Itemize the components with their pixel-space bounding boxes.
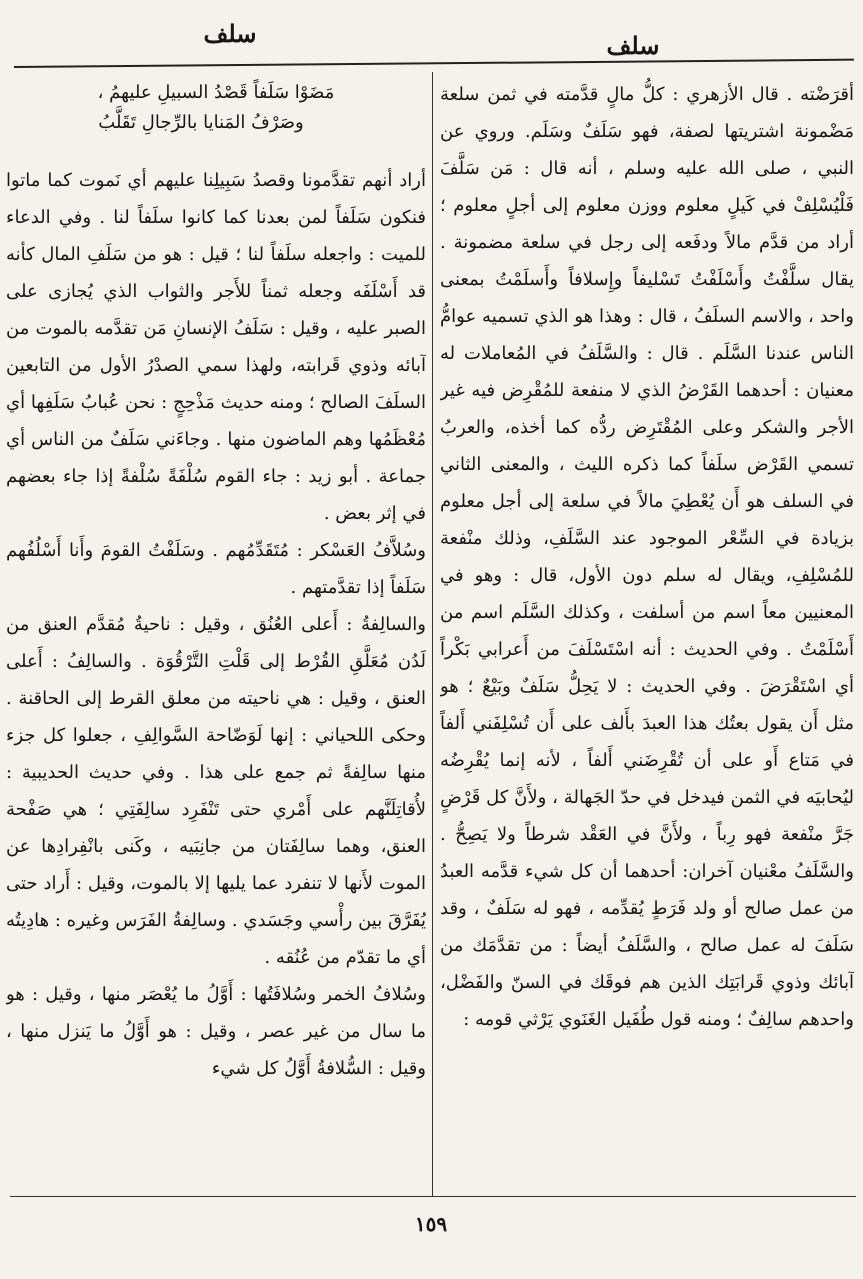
right-column: [440, 76, 854, 1192]
verse: [6, 78, 426, 138]
verse-line-2: وصَرْفُ المَنايا بالرِّجالِ تَقَلَّبُ: [98, 112, 304, 133]
left-paragraph: وسُلاَّفُ العَسْكر : مُتَقَدِّمُهم . وسَلَفْتُ القومَ وأَنا أَسْلُفُهم سَلَفاً إذا تقدَّمتهم .: [6, 540, 426, 598]
header-word-left: سلف: [203, 19, 257, 48]
bottom-rule: [10, 1196, 856, 1197]
left-paragraph: أراد أنهم تقدَّمونا وقصدُ سَبِيلِنا عليهم أي نَموت كما ماتوا فنكون سَلَفاً لمن بعدنا كما كانوا سلَفاً لنا . وفي الدعاء للميت : واجعله سلَفاً لنا ؛ قيل : هو من سَلَفِ المال كأنه قد أَسْلَفَه وجعله ثمناً للأَجر والثواب الذي يُجازى على الصبر عليه ، وقيل : سَلَفُ الإنسانِ مَن تقدَّمه بالموت من آبائه وذوي قَرابته، ولهذا سمي الصدْرُ الأول من التابعين السلَفَ الصالح ؛ ومنه حديث مَذْحِجٍ : نحن عُبابُ سَلَفِها أي مُعْظَمُها وهم الماضون منها . وجاءَني سَلَفٌ من الناس أي جماعة . أبو زيد : جاء القوم سُلْفَةً سُلْفةً إذا جاء بعضهم في إثر بعض .: [6, 170, 426, 524]
verse-line-1: مَضَوْا سَلَفاً قَصْدُ السبيلِ عليهمُ ،: [97, 82, 335, 103]
header-word-right: سلف: [606, 31, 660, 60]
left-column: [6, 76, 426, 1192]
left-paragraph: وسُلافُ الخمر وسُلافَتُها : أَوَّلُ ما يُعْصَر منها ، وقيل : هو ما سال من غير عصر ، وقيل : هو أَوَّلُ ما يَنزل منها ، وقيل : السُّلافةُ أَوَّلُ كل شيء: [6, 984, 426, 1079]
top-rule: [14, 59, 854, 68]
right-paragraph: أقرَضْته . قال الأزهري : كلُّ مالٍ قدَّمته في ثمن سلعة مَضْمونة اشتريتها لصفة، فهو سَلَفٌ وسَلَم. وروي عن النبي ، صلى الله عليه وسلم ، أنه قال : مَن سَلَّفَ فَلْيُسْلِفْ في كَيلٍ معلوم ووزن معلوم إلى أجلٍ معلوم ؛ أراد من قدَّم مالاً ودفَعه إلى رجل في سلعة مضمونة . يقال سلَّفْتُ وأَسْلَفْتُ تَسْليفاً وإِسلافاً وأَسلَمْتُ بمعنى واحد ، والاسم السلَفُ ، قال : وهذا هو الذي تسميه عوامُّ الناس عندنا السَّلَم . قال : والسَّلَفُ في المُعاملات له معنيان : أحدهما القَرْضُ الذي لا منفعة للمُقْرِض فيه غير الأجر والشكر وعلى المُقْتَرِض ردُّه كما أخذه، والعربُ تسمي القَرْض سلَفاً كما ذكره الليث ، والمعنى الثاني في السلف هو أَن يُعْطِيَ مالاً في سلعة إلى أجل معلوم بزيادة في السِّعْر الموجود عند السَّلَفِ، وذلك منْفعة للمُسْلِفِ، ويقال له سلم دون الأول، قال : وهو في المعنيين معاً اسم من أسلفت ، وكذلك السَّلَم اسم من أَسْلَمْتُ . وفي الحديث : أنه اسْتَسْلَفَ من أَعرابي بَكْراً أي اسْتَقْرَضَ . وفي الحديث : لا يَحِلُّ سَلَفٌ وبَيْعٌ ؛ هو مثل أَن يقول بعتُك هذا العبدَ بأَلف على أَن تُسْلِفَني أَلفاً في مَتاع أَو على أن تُقْرِضَني أَلفاً ، لأنه إنما يُقْرِضُه ليُحابيَه في الثمن فيدخل في حدّ الجَهالة ، ولأَنَّ كل قَرْضٍ جَرَّ منْفعة فهو رِباً ، ولأَنَّ في العَقْد شرطاً ولا يَصِحُّ . والسَّلَفُ معْنيان آخران: أحدهما أن كل شيء قدَّمه العبدُ من عمل صالح أو ولد فَرَطٍ يُقدِّمه ، فهو له سَلَفٌ ، وقد سَلَفَ له عمل صالح ، والسَّلَفُ أيضاً : من تقدَّمَك من آبائك وذوي قَرابَتِك الذين هم فوقَك في السنّ والفَضْل، واحدهم سالِفٌ ؛ ومنه قول طُفَيل الغَنَوي يَرْثي قومه :: [440, 84, 854, 1030]
page-number: ١٥٩: [414, 1212, 448, 1236]
column-divider: [432, 72, 433, 1196]
left-paragraph: والسالِفةُ : أَعلى العُنُق ، وقيل : ناحيةُ مُقدَّم العنق من لَدُن مُعَلَّقِ القُرْط إلى قَلْتِ التَّرْقُوَة . والسالِفُ : أَعلى العنق ، وقيل : هي ناحيته من معلق القرط إلى الحاقنة . وحكى اللحياني : إنها لَوَضّاحة السَّوالِفِ ، جعلوا كل جزء منها سالِفةً ثم جمع على هذا . وفي حديث الحديبية : لأُقاتِلَنَّهم على أَمْري حتى تَنْفَرِد سالِفَتِي ؛ هي صَفْحة العنق، وهما سالِفَتان من جانِبَيه ، وكَنى بانْفِرادِها عن الموت لأَنها لا تنفرد عما يليها إلا بالموت، وقيل : أَراد حتى يُفَرَّقَ بين رأْسي وجَسَدي . وسالِفةُ الفَرَس وغيره : هادِيتُه أي ما تقدّم من عُنُقه .: [6, 614, 426, 968]
